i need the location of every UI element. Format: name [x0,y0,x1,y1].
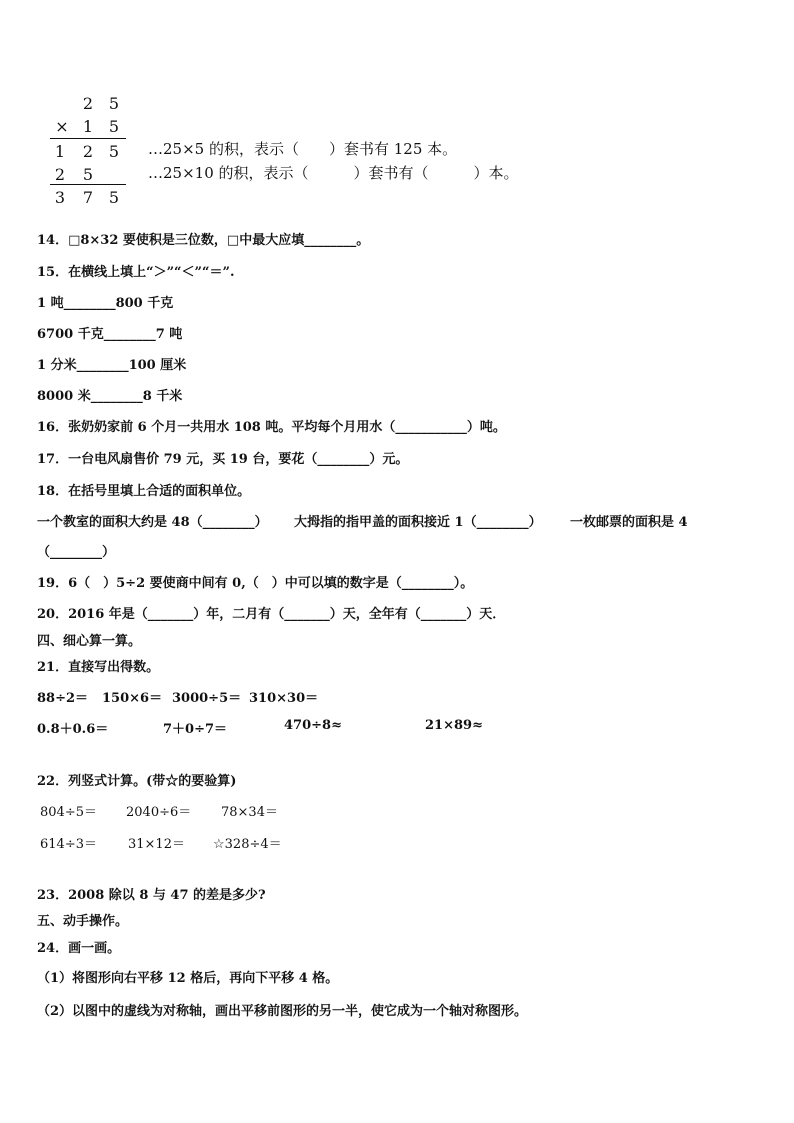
calc-line [50,138,126,139]
written-calc: 614÷3＝ [40,837,97,852]
written-calc: 804÷5＝ [40,805,97,820]
oral-calc: 0.8＋0.6＝ [37,722,109,737]
section-5-title: 五、动手操作。 [37,914,129,929]
oral-calc: 88÷2＝ [37,691,89,706]
oral-calc: 7＋0÷7＝ [163,722,228,737]
calc-digit: 5 [108,94,120,113]
question-15: 15．在横线上填上“＞”“＜”“＝”. [37,265,235,280]
question-24-1: （1）将图形向右平移 12 格后，再向下平移 4 格。 [37,971,339,986]
oral-calc: 310×30＝ [249,691,319,706]
calc-digit: 5 [108,142,120,161]
question-21: 21．直接写出得数。 [37,660,160,675]
calc-line [50,184,126,185]
written-calc: ☆328÷4＝ [213,837,282,852]
question-15-item: 6700 千克________7 吨 [37,327,183,342]
question-20: 20．2016 年是（_______）年，二月有（_______）天，全年有（_______）天． [37,607,506,622]
oral-calc: 21×89≈ [425,718,483,733]
question-18-a: 一个教室的面积大约是 48（________） [37,515,268,530]
question-18-c: 一枚邮票的面积是 4 [570,515,688,530]
calc-digit: 5 [108,117,120,136]
calc-digit: 1 [54,142,66,161]
calc-digit: 2 [54,165,66,184]
calc-digit: 5 [108,188,120,207]
question-24-2: （2）以图中的虚线为对称轴，画出平移前图形的另一半，使它成为一个轴对称图形。 [37,1004,528,1019]
question-23: 23．2008 除以 8 与 47 的差是多少? [37,888,266,903]
calc-digit: 5 [82,165,94,184]
calc-digit: 1 [82,117,94,136]
oral-calc: 470÷8≈ [284,718,342,733]
question-16: 16．张奶奶家前 6 个月一共用水 108 吨。平均每个月用水（___________）吨。 [37,420,506,435]
question-22: 22．列竖式计算。(带☆的要验算) [37,774,237,789]
question-19: 19．6（ ）5÷2 要使商中间有 0,（ ）中可以填的数字是（________）。 [37,576,474,591]
question-15-item: 1 分米________100 厘米 [37,358,187,373]
oral-calc: 3000÷5＝ [172,691,242,706]
calc-digit: 2 [82,142,94,161]
question-15-item: 1 吨________800 千克 [37,296,174,311]
written-calc: 2040÷6＝ [126,805,192,820]
times-sign: × [55,117,69,136]
oral-calc: 150×6＝ [102,691,163,706]
written-calc: 31×12＝ [128,837,185,852]
calc-digit: 2 [82,94,94,113]
question-14: 14．□8×32 要使积是三位数，□中最大应填________。 [37,233,370,248]
calc-note-2: …25×10 的积，表示（ ）套书有（ ）本。 [148,164,519,182]
calc-note-1: …25×5 的积，表示（ ）套书有 125 本。 [148,140,458,158]
calc-digit: 7 [82,188,94,207]
question-17: 17．一台电风扇售价 79 元，买 19 台，要花（________）元。 [37,452,409,467]
question-18: 18．在括号里填上合适的面积单位。 [37,484,251,499]
calc-digit: 3 [54,188,66,207]
question-18-b: 大拇指的指甲盖的面积接近 1（________） [294,515,542,530]
section-4-title: 四、细心算一算。 [37,634,142,649]
question-15-item: 8000 米________8 千米 [37,389,183,404]
question-18-d: （________） [37,545,116,560]
question-24: 24．画一画。 [37,941,121,956]
written-calc: 78×34＝ [221,805,278,820]
